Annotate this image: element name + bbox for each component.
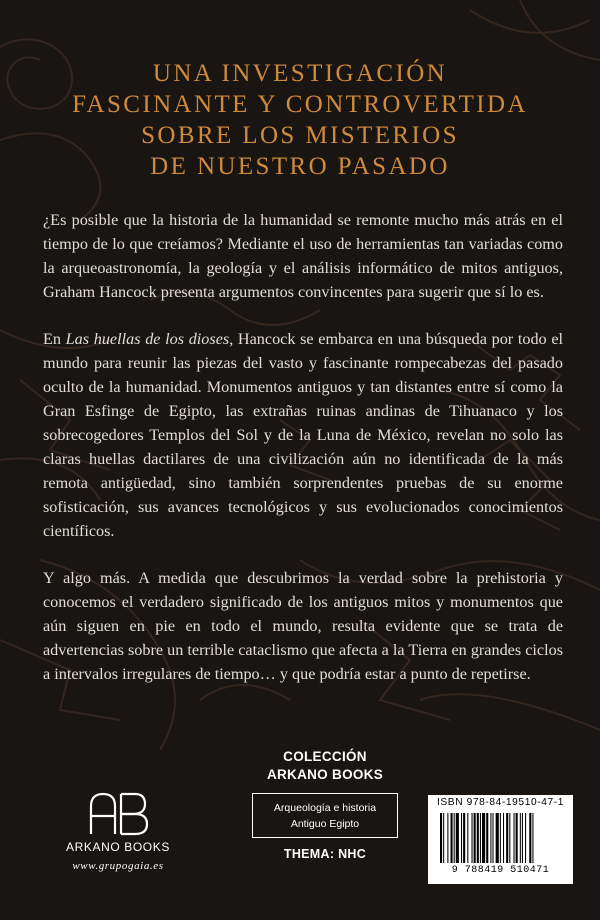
barcode-bar	[500, 813, 501, 863]
subject-1: Arqueología e historia	[273, 802, 377, 814]
barcode-bar	[516, 813, 518, 863]
publisher-url: www.grupogaia.es	[72, 860, 164, 872]
barcode-bar	[493, 813, 494, 863]
barcode-bar	[486, 813, 488, 863]
barcode-bar	[440, 813, 442, 863]
barcode-bar	[463, 813, 465, 863]
paragraph-2	[43, 328, 563, 543]
headline-line: FASCINANTE Y CONTROVERTIDA	[72, 91, 528, 118]
barcode-bar	[482, 813, 485, 863]
barcode-bar	[522, 813, 523, 863]
publisher-logo	[58, 788, 178, 872]
barcode-bar	[532, 813, 533, 863]
paragraph-1: ¿Es posible que la historia de la humanidad se remonte mucho más atrás en el tiempo de lo que creíamos? Mediante el uso de herramientas tan variadas como la arqueoastronomía, la geología y el análisis informático de mitos antiguos, Graham Hancock presenta argumentos convincentes para sugerir que sí lo es.	[43, 211, 563, 301]
headline-line: UNA INVESTIGACIÓN	[152, 60, 448, 87]
barcode-bar	[443, 813, 444, 863]
paragraph-2-intro: En	[43, 330, 66, 349]
barcode-bar	[509, 813, 510, 863]
barcode-bar	[451, 813, 453, 863]
collection-info	[240, 748, 410, 861]
barcode-bar	[520, 813, 521, 863]
barcode-bar	[454, 813, 455, 863]
barcode-bar	[529, 813, 531, 863]
barcode-bar	[514, 813, 515, 863]
subject-2: Antiguo Egipto	[290, 818, 360, 830]
headline	[0, 58, 600, 182]
barcode-bar	[503, 813, 504, 863]
subject-box	[252, 793, 398, 838]
isbn-label: ISBN 978-84-19510-47-1	[436, 797, 565, 808]
barcode-bar	[506, 813, 508, 863]
barcode-bar	[496, 813, 499, 863]
collection-title-line-1: COLECCIÓN	[283, 749, 367, 764]
thema-code: THEMA: NHC	[283, 847, 367, 861]
barcode-bar	[474, 813, 476, 863]
arkano-books-icon	[85, 788, 151, 838]
barcode-bar	[480, 813, 481, 863]
barcode-bar	[461, 813, 462, 863]
book-title: Las huellas de los dioses	[65, 330, 230, 349]
publisher-name: ARKANO BOOKS	[66, 840, 170, 854]
barcode-bar	[456, 813, 459, 863]
collection-title-line-2: ARKANO BOOKS	[266, 767, 384, 782]
barcode-digits: 9 788419 510471	[451, 865, 550, 876]
barcode	[428, 795, 573, 884]
barcode-bar	[447, 813, 448, 863]
paragraph-2-rest: , Hancock se embarca en una búsqueda por todo el mundo para reunir las piezas del vasto y fascinante rompecabezas del pasado oculto de la humanidad. Monumentos antiguos y tan distantes entre sí como la Gran Esfinge de Egipto, las extrañas ruinas andinas de Tihuanaco y los sobrecogedores Templos del Sol y de la Luna de México, revelan no solo las claras huellas dactilares de una civilización aún no identificada de la más remota antigüedad, sino también sorprendentes pruebas de su enorme sofisticación, sus avances tecnológicos y sus evolucionados conocimientos científicos.	[43, 330, 564, 540]
barcode-bar	[490, 813, 491, 863]
headline-line: SOBRE LOS MISTERIOS	[141, 122, 459, 149]
barcode-bar	[472, 813, 473, 863]
headline-line: DE NUESTRO PASADO	[150, 153, 450, 180]
paragraph-3: Y algo más. A medida que descubrimos la verdad sobre la prehistoria y conocemos el verdadero significado de los antiguos mitos y monumentos que aún siguen en pie en todo el mundo, resulta evidente que se trata de advertencias sobre un terrible cataclismo que afecta a la Tierra en grandes ciclos a intervalos irregulares de tiempo… y que podría estar a punto de repetirse.	[43, 569, 563, 683]
barcode-bar	[477, 813, 479, 863]
barcode-bar	[525, 813, 526, 863]
barcode-bar	[467, 813, 468, 863]
description	[43, 209, 563, 710]
